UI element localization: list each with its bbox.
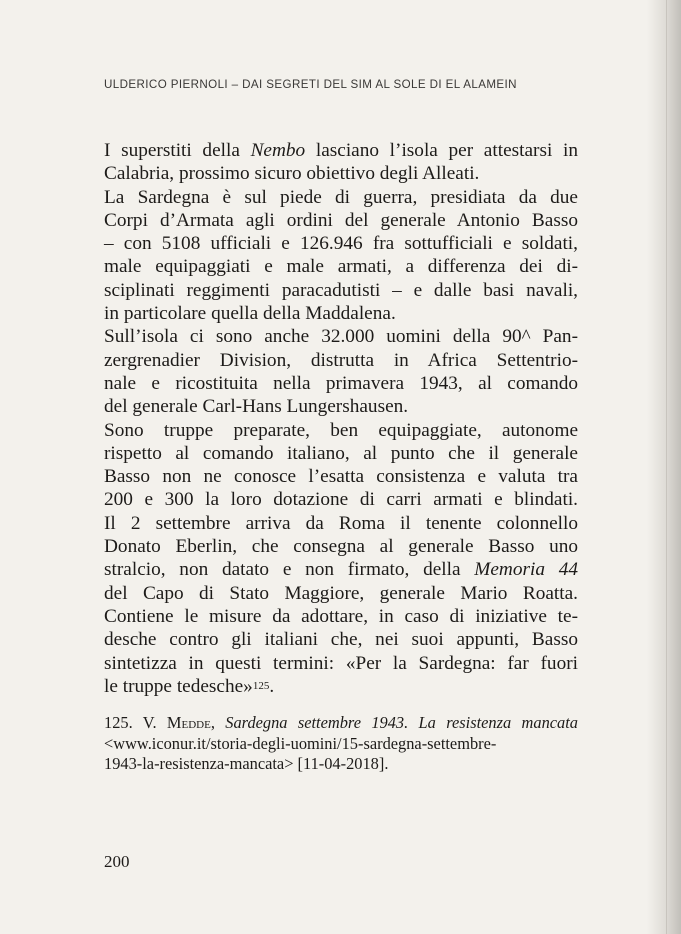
text-line: Basso non ne conosce l’esatta consistenza e valuta tra xyxy=(104,466,578,488)
footnote-line: 125. V. Medde, Sardegna settembre 1943. La resistenza mancata xyxy=(104,713,578,732)
text-line: Sull’isola ci sono anche 32.000 uomini della 90^ Pan- xyxy=(104,326,578,348)
body-text xyxy=(104,139,578,698)
text-line: Corpi d’Armata agli ordini del generale Antonio Basso xyxy=(104,209,578,231)
text-line: Il 2 settembre arriva da Roma il tenente colonnello xyxy=(104,512,578,534)
footnote-reference: 125 xyxy=(252,679,270,692)
text-line: – con 5108 ufficiali e 126.946 fra sottufficiali e soldati, xyxy=(104,233,578,255)
italic-title: Memoria 44 xyxy=(474,559,578,581)
text-line: Contiene le misure da adottare, in caso di iniziative te- xyxy=(104,605,578,627)
text-line: nale e ricostituita nella primavera 1943, al comando xyxy=(104,372,578,394)
text-line: del Capo di Stato Maggiore, generale Mario Roatta. xyxy=(104,582,578,604)
text-line: 200 e 300 la loro dotazione di carri armati e blindati. xyxy=(104,489,578,511)
text-line: La Sardegna è sul piede di guerra, presidiata da due xyxy=(104,186,578,208)
page-number: 200 xyxy=(104,852,130,871)
text-line: male equipaggiati e male armati, a differenza dei di- xyxy=(104,256,578,278)
footnote-title: Sardegna settembre 1943. La resistenza mancata xyxy=(225,713,578,732)
footnote-line: <www.iconur.it/storia-degli-uomini/15-sardegna-settembre- xyxy=(104,733,497,753)
running-head: ULDERICO PIERNOLI – DAI SEGRETI DEL SIM AL SOLE DI EL ALAMEIN xyxy=(104,78,517,91)
text-line: sintetizza in questi termini: «Per la Sardegna: far fuori xyxy=(104,652,578,674)
footnote-author: Medde xyxy=(166,713,211,732)
text-line: stralcio, non datato e non firmato, della Memoria 44 xyxy=(104,559,578,581)
italic-title: Nembo xyxy=(250,140,306,161)
footnote xyxy=(104,713,578,775)
text-line: sciplinati reggimenti paracadutisti – e dalle basi navali, xyxy=(104,279,578,301)
text-line: zergrenadier Division, distrutta in Africa Settentrio- xyxy=(104,349,578,371)
text-line: desche contro gli italiani che, nei suoi appunti, Basso xyxy=(104,629,578,651)
text-line: del generale Carl-Hans Lungershausen. xyxy=(104,396,409,418)
text-line: le truppe tedesche»$^{125}$. xyxy=(104,675,275,697)
text-line: in particolare quella della Maddalena. xyxy=(104,303,396,325)
text-line: I superstiti della Nembo lasciano l’isola per attestarsi in xyxy=(104,140,578,161)
text-line: Sono truppe preparate, ben equipaggiate, autonome xyxy=(104,419,578,441)
page-edge-line xyxy=(666,0,667,934)
text-line: rispetto al comando italiano, al punto che il generale xyxy=(104,442,578,464)
text-line: Donato Eberlin, che consegna al generale Basso uno xyxy=(104,536,578,558)
text-line: Calabria, prossimo sicuro obiettivo degli Alleati. xyxy=(104,163,480,185)
footnote-line: 1943-la-resistenza-mancata> [11-04-2018]. xyxy=(104,754,389,774)
page-edge-shadow xyxy=(647,0,681,934)
